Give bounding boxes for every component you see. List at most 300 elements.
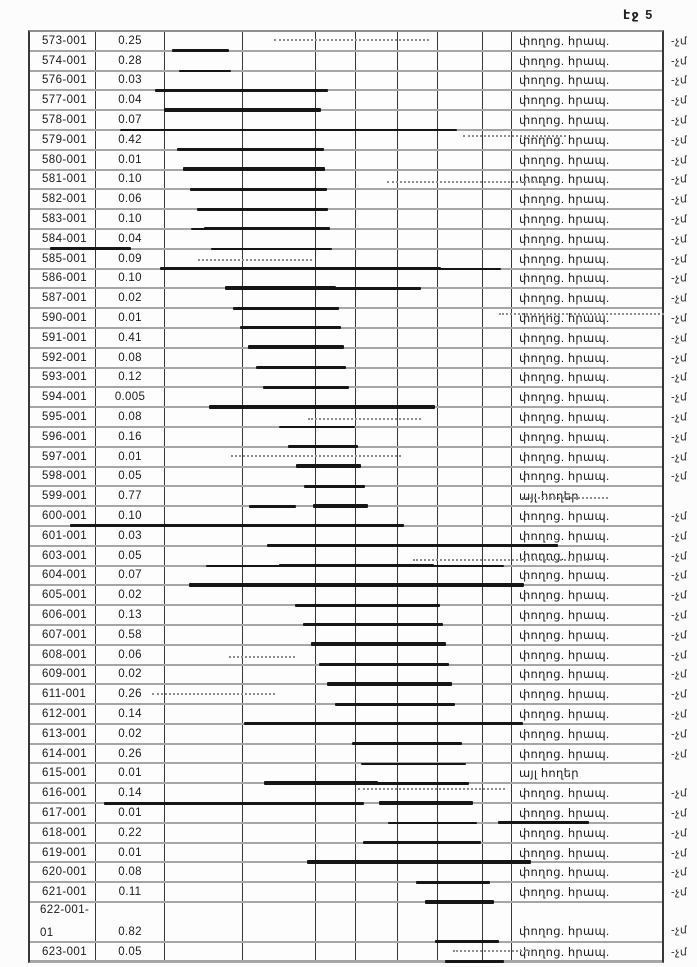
empty-cell xyxy=(437,210,482,228)
empty-cell xyxy=(315,883,355,901)
parcel-id-cell: 613-001 xyxy=(42,727,88,740)
table-row xyxy=(30,784,688,804)
empty-cell xyxy=(437,32,482,50)
area-value-cell: 0.03 xyxy=(95,72,164,90)
area-value-cell: 0.42 xyxy=(95,131,164,149)
empty-cell xyxy=(355,586,397,604)
scan-artifact xyxy=(288,445,359,448)
empty-cell xyxy=(482,804,511,822)
empty-cell xyxy=(397,606,437,624)
margin-note: -չմ xyxy=(671,233,688,246)
empty-cell xyxy=(355,606,397,624)
parcel-id-cell: 573-001 xyxy=(42,34,88,47)
scan-artifact-dots xyxy=(358,788,505,790)
empty-cell xyxy=(355,408,397,426)
scan-artifact xyxy=(263,386,349,389)
empty-cell xyxy=(397,369,437,387)
margin-note: -չմ xyxy=(671,272,688,285)
parcel-id-cell: 595-001 xyxy=(42,411,88,424)
empty-cell xyxy=(164,230,242,248)
empty-cell xyxy=(397,72,437,90)
empty-cell xyxy=(315,388,355,406)
empty-cell xyxy=(355,685,397,703)
table-row xyxy=(30,685,688,705)
empty-cell xyxy=(242,190,315,208)
area-value-cell: 0.11 xyxy=(95,883,164,901)
area-value-cell: 0.82 xyxy=(95,903,164,941)
empty-cell xyxy=(315,72,355,90)
table-row xyxy=(30,844,688,864)
empty-cell xyxy=(315,844,355,862)
empty-cell xyxy=(242,210,315,228)
parcel-id-line2: 01 xyxy=(40,927,54,940)
area-value-cell: 0.10 xyxy=(95,210,164,228)
empty-cell xyxy=(315,369,355,387)
empty-cell xyxy=(315,289,355,307)
margin-note: -չմ xyxy=(671,728,688,741)
empty-cell xyxy=(164,289,242,307)
scan-artifact xyxy=(209,405,435,409)
empty-cell xyxy=(164,131,242,149)
parcel-id-cell: 617-001 xyxy=(42,806,88,819)
empty-cell xyxy=(242,824,315,842)
empty-cell xyxy=(437,804,482,822)
margin-note: -չմ xyxy=(671,827,688,840)
area-value-cell: 0.01 xyxy=(95,764,164,782)
table-row xyxy=(30,72,688,92)
empty-cell xyxy=(437,745,482,763)
area-value-cell: 0.14 xyxy=(95,784,164,802)
scan-artifact xyxy=(229,287,421,290)
empty-cell xyxy=(164,151,242,169)
area-value-cell: 0.10 xyxy=(95,507,164,525)
empty-cell xyxy=(164,567,242,585)
margin-note: -չմ xyxy=(671,55,688,68)
empty-cell xyxy=(397,745,437,763)
empty-cell xyxy=(242,705,315,723)
table-row xyxy=(30,705,688,725)
scan-artifact xyxy=(319,663,449,666)
table-row xyxy=(30,388,688,408)
empty-cell xyxy=(315,586,355,604)
land-category-cell: փողոց. հրապ. xyxy=(511,230,662,248)
parcel-id-cell: 601-001 xyxy=(42,529,88,542)
empty-cell xyxy=(355,705,397,723)
empty-cell xyxy=(437,448,482,466)
land-category-cell: փողոց. հրապ. xyxy=(511,606,662,624)
scan-artifact xyxy=(240,326,341,329)
parcel-id-cell: 574-001 xyxy=(42,54,88,67)
empty-cell xyxy=(397,824,437,842)
empty-cell xyxy=(242,151,315,169)
land-category-cell: փողոց. հրապ. xyxy=(511,72,662,90)
land-category-cell: փողոց. հրապ. xyxy=(511,844,662,862)
scan-artifact-dots xyxy=(308,418,421,420)
parcel-id-cell: 599-001 xyxy=(42,490,88,503)
empty-cell xyxy=(164,507,242,525)
scan-artifact xyxy=(183,167,325,171)
empty-cell xyxy=(242,428,315,446)
empty-cell xyxy=(242,408,315,426)
empty-cell xyxy=(242,507,315,525)
empty-cell xyxy=(397,705,437,723)
land-category-cell: փողոց. հրապ. xyxy=(511,329,662,347)
table-row xyxy=(30,646,688,666)
empty-cell xyxy=(397,547,437,565)
empty-cell xyxy=(397,270,437,288)
land-category-cell: փողոց. հրապ. xyxy=(511,626,662,644)
parcel-id-cell: 608-001 xyxy=(42,648,88,661)
empty-cell xyxy=(482,487,511,505)
parcel-id-cell: 620-001 xyxy=(42,866,88,879)
empty-cell xyxy=(355,646,397,664)
empty-cell xyxy=(397,468,437,486)
land-category-cell: փողոց. հրապ. xyxy=(511,507,662,525)
empty-cell xyxy=(355,883,397,901)
empty-cell xyxy=(242,388,315,406)
empty-cell xyxy=(315,666,355,684)
area-value-cell: 0.03 xyxy=(95,527,164,545)
empty-cell xyxy=(315,111,355,129)
table-row xyxy=(30,32,688,52)
margin-note: -չմ xyxy=(671,94,688,107)
margin-note: -չմ xyxy=(671,173,688,186)
cadastre-table xyxy=(28,30,688,963)
parcel-id-cell: 584-001 xyxy=(42,232,88,245)
margin-note: -չմ xyxy=(671,371,688,384)
scan-artifact-dots xyxy=(413,559,589,561)
empty-cell xyxy=(482,388,511,406)
empty-cell xyxy=(315,190,355,208)
table-row xyxy=(30,764,662,784)
margin-note: -չմ xyxy=(671,847,688,860)
empty-cell xyxy=(437,131,482,149)
empty-cell xyxy=(397,448,437,466)
empty-cell xyxy=(482,329,511,347)
empty-cell xyxy=(242,745,315,763)
scan-artifact xyxy=(70,524,404,527)
empty-cell xyxy=(242,270,315,288)
parcel-id-cell: 615-001 xyxy=(42,767,88,780)
empty-cell xyxy=(315,210,355,228)
empty-cell xyxy=(164,943,242,961)
empty-cell xyxy=(242,468,315,486)
margin-note: -չմ xyxy=(671,708,688,721)
empty-cell xyxy=(315,91,355,109)
empty-cell xyxy=(355,329,397,347)
empty-cell xyxy=(397,685,437,703)
empty-cell xyxy=(315,784,355,802)
empty-cell xyxy=(397,131,437,149)
empty-cell xyxy=(315,863,355,881)
empty-cell xyxy=(437,52,482,70)
area-value-cell: 0.01 xyxy=(95,151,164,169)
area-value-cell: 0.01 xyxy=(95,804,164,822)
scan-artifact xyxy=(419,544,557,548)
empty-cell xyxy=(315,349,355,367)
empty-cell xyxy=(437,586,482,604)
empty-cell xyxy=(242,329,315,347)
empty-cell xyxy=(482,764,511,782)
margin-note: -չմ xyxy=(671,332,688,345)
empty-cell xyxy=(482,666,511,684)
empty-cell xyxy=(397,883,437,901)
land-category-cell: փողոց. հրապ. xyxy=(511,32,662,50)
empty-cell xyxy=(315,151,355,169)
empty-cell xyxy=(355,111,397,129)
land-category-cell: այլ հողեր xyxy=(511,764,662,782)
land-category-cell: փողոց. հրապ. xyxy=(511,91,662,109)
scan-artifact xyxy=(155,89,328,92)
empty-cell xyxy=(437,151,482,169)
margin-note: -չմ xyxy=(671,886,688,899)
area-value-cell: 0.09 xyxy=(95,250,164,268)
empty-cell xyxy=(482,527,511,545)
scan-artifact xyxy=(498,821,589,824)
empty-cell xyxy=(164,646,242,664)
empty-cell xyxy=(437,764,482,782)
table-row xyxy=(30,52,688,72)
empty-cell xyxy=(397,764,437,782)
scan-artifact xyxy=(189,583,524,587)
empty-cell xyxy=(397,171,437,189)
table-row xyxy=(30,171,688,191)
empty-cell xyxy=(164,784,242,802)
scan-artifact xyxy=(311,642,446,646)
empty-cell xyxy=(355,943,397,961)
empty-cell xyxy=(482,111,511,129)
empty-cell xyxy=(315,903,355,941)
table-row xyxy=(30,666,688,686)
margin-note: -չմ xyxy=(671,114,688,127)
land-category-cell: փողոց. հրապ. xyxy=(511,824,662,842)
empty-cell xyxy=(482,567,511,585)
empty-cell xyxy=(397,903,437,941)
empty-cell xyxy=(164,725,242,743)
empty-cell xyxy=(315,487,355,505)
area-value-cell: 0.10 xyxy=(95,171,164,189)
parcel-id-cell: 591-001 xyxy=(42,331,88,344)
empty-cell xyxy=(437,626,482,644)
empty-cell xyxy=(164,606,242,624)
empty-cell xyxy=(397,151,437,169)
parcel-id-cell: 587-001 xyxy=(42,292,88,305)
empty-cell xyxy=(397,250,437,268)
parcel-id-cell: 585-001 xyxy=(42,252,88,265)
area-value-cell: 0.005 xyxy=(95,388,164,406)
empty-cell xyxy=(355,428,397,446)
empty-cell xyxy=(355,270,397,288)
empty-cell xyxy=(164,527,242,545)
margin-note: -չմ xyxy=(671,748,688,761)
empty-cell xyxy=(164,468,242,486)
empty-cell xyxy=(355,190,397,208)
empty-cell xyxy=(482,586,511,604)
empty-cell xyxy=(242,903,315,941)
empty-cell xyxy=(164,804,242,822)
empty-cell xyxy=(482,190,511,208)
margin-note: -չմ xyxy=(671,946,688,959)
land-category-cell: փողոց. հրապ. xyxy=(511,586,662,604)
empty-cell xyxy=(437,408,482,426)
empty-cell xyxy=(242,804,315,822)
empty-cell xyxy=(482,507,511,525)
area-value-cell: 0.07 xyxy=(95,567,164,585)
area-value-cell: 0.02 xyxy=(95,725,164,743)
empty-cell xyxy=(355,151,397,169)
land-category-cell: փողոց. հրապ. xyxy=(511,685,662,703)
margin-note: -չմ xyxy=(671,866,688,879)
empty-cell xyxy=(315,270,355,288)
margin-note: -չմ xyxy=(671,688,688,701)
empty-cell xyxy=(355,171,397,189)
empty-cell xyxy=(397,725,437,743)
area-value-cell: 0.41 xyxy=(95,329,164,347)
empty-cell xyxy=(242,91,315,109)
empty-cell xyxy=(315,329,355,347)
empty-cell xyxy=(482,448,511,466)
scan-artifact xyxy=(303,623,443,626)
empty-cell xyxy=(164,428,242,446)
empty-cell xyxy=(482,349,511,367)
scan-artifact-dots xyxy=(152,693,275,695)
parcel-id-cell: 609-001 xyxy=(42,668,88,681)
empty-cell xyxy=(355,507,397,525)
empty-cell xyxy=(482,745,511,763)
empty-cell xyxy=(315,705,355,723)
margin-note: -չմ xyxy=(671,589,688,602)
empty-cell xyxy=(482,309,511,327)
empty-cell xyxy=(482,151,511,169)
land-category-cell: փողոց. հրապ. xyxy=(511,270,662,288)
empty-cell xyxy=(397,844,437,862)
empty-cell xyxy=(397,52,437,70)
empty-cell xyxy=(242,586,315,604)
area-value-cell: 0.01 xyxy=(95,844,164,862)
empty-cell xyxy=(482,250,511,268)
scan-artifact xyxy=(177,148,324,151)
empty-cell xyxy=(164,52,242,70)
area-value-cell: 0.10 xyxy=(95,270,164,288)
empty-cell xyxy=(437,468,482,486)
empty-cell xyxy=(397,309,437,327)
scan-artifact xyxy=(416,881,490,884)
scan-artifact xyxy=(295,604,440,607)
empty-cell xyxy=(242,844,315,862)
empty-cell xyxy=(437,309,482,327)
empty-cell xyxy=(397,507,437,525)
scan-artifact-dots xyxy=(229,656,295,658)
empty-cell xyxy=(482,270,511,288)
land-category-cell: փողոց. հրապ. xyxy=(511,388,662,406)
empty-cell xyxy=(397,784,437,802)
land-category-cell: փողոց. հրապ. xyxy=(511,111,662,129)
empty-cell xyxy=(437,685,482,703)
empty-cell xyxy=(242,883,315,901)
empty-cell xyxy=(355,468,397,486)
scan-artifact-dots xyxy=(453,950,530,952)
parcel-id-cell: 612-001 xyxy=(42,707,88,720)
scan-artifact xyxy=(425,900,494,903)
parcel-id-cell: 611-001 xyxy=(42,688,87,701)
empty-cell xyxy=(482,408,511,426)
scan-artifact xyxy=(104,802,364,804)
empty-cell xyxy=(355,725,397,743)
parcel-id-cell: 593-001 xyxy=(42,371,88,384)
empty-cell xyxy=(482,210,511,228)
empty-cell xyxy=(355,804,397,822)
land-category-cell: փողոց. հրապ. xyxy=(511,52,662,70)
empty-cell xyxy=(482,171,511,189)
empty-cell xyxy=(164,270,242,288)
table-row xyxy=(30,626,688,646)
empty-cell xyxy=(437,844,482,862)
empty-cell xyxy=(437,230,482,248)
land-category-cell: փողոց. հրապ. xyxy=(511,745,662,763)
empty-cell xyxy=(315,725,355,743)
area-value-cell: 0.01 xyxy=(95,448,164,466)
empty-cell xyxy=(242,547,315,565)
empty-cell xyxy=(482,883,511,901)
empty-cell xyxy=(315,171,355,189)
empty-cell xyxy=(242,52,315,70)
scan-artifact xyxy=(179,70,231,73)
empty-cell xyxy=(242,863,315,881)
empty-cell xyxy=(164,863,242,881)
land-category-cell: փողոց. հրապ. xyxy=(511,448,662,466)
table-row xyxy=(30,468,688,488)
empty-cell xyxy=(315,230,355,248)
table-row xyxy=(30,250,688,270)
area-value-cell: 0.12 xyxy=(95,369,164,387)
margin-note: -չմ xyxy=(671,35,688,48)
empty-cell xyxy=(242,626,315,644)
area-value-cell: 0.77 xyxy=(95,487,164,505)
empty-cell xyxy=(355,567,397,585)
parcel-id-cell: 600-001 xyxy=(42,510,88,523)
empty-cell xyxy=(242,111,315,129)
scan-artifact xyxy=(248,345,344,349)
margin-note: -չմ xyxy=(671,292,688,305)
empty-cell xyxy=(437,190,482,208)
empty-cell xyxy=(355,91,397,109)
empty-cell xyxy=(355,309,397,327)
empty-cell xyxy=(397,329,437,347)
empty-cell xyxy=(355,824,397,842)
parcel-id-cell: 590-001 xyxy=(42,312,88,325)
parcel-id-cell: 596-001 xyxy=(42,430,88,443)
empty-cell xyxy=(397,527,437,545)
table-row xyxy=(30,804,688,824)
scan-artifact xyxy=(206,565,504,567)
empty-cell xyxy=(482,725,511,743)
scan-artifact-dots xyxy=(499,313,664,315)
empty-cell xyxy=(164,210,242,228)
margin-note: -չմ xyxy=(671,154,688,167)
empty-cell xyxy=(355,527,397,545)
land-category-cell: փողոց. հրապ. xyxy=(511,547,662,565)
table-row xyxy=(30,883,688,903)
empty-cell xyxy=(482,230,511,248)
empty-cell xyxy=(355,388,397,406)
parcel-id-cell: 582-001 xyxy=(42,193,88,206)
land-category-cell: փողոց. հրապ. xyxy=(511,883,662,901)
empty-cell xyxy=(437,606,482,624)
land-category-cell: փողոց. հրապ. xyxy=(511,289,662,307)
area-value-cell: 0.28 xyxy=(95,52,164,70)
empty-cell xyxy=(482,52,511,70)
parcel-id-cell: 594-001 xyxy=(42,391,88,404)
